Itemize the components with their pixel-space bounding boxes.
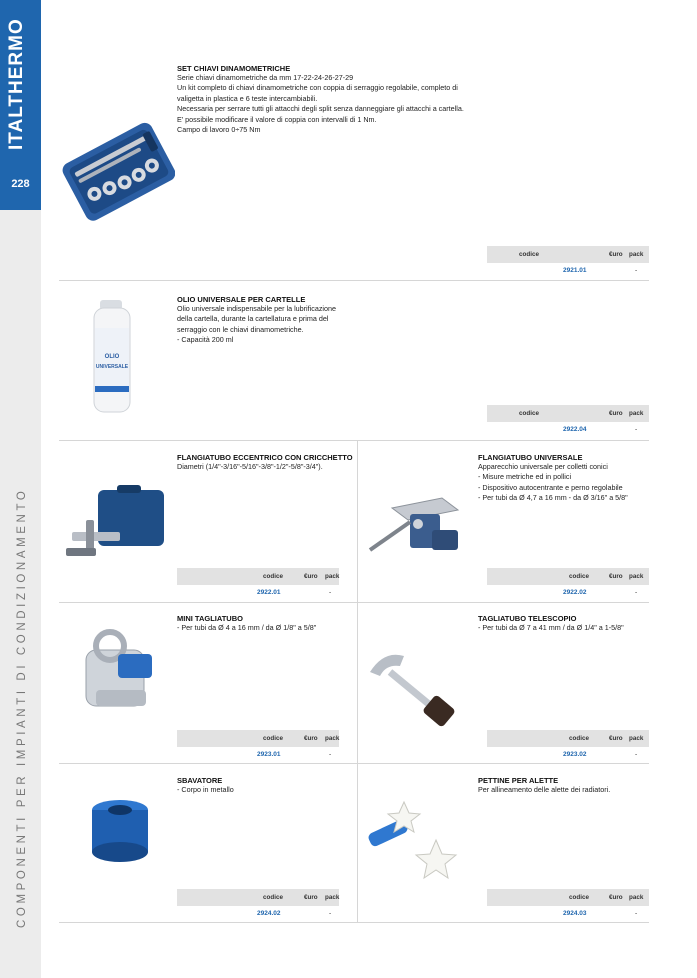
price-table — [177, 730, 339, 760]
desc-line: Apparecchio universale per colletti conici — [478, 462, 608, 471]
page-number: 228 — [11, 178, 30, 190]
desc-line: Necessaria per serrare tutti gli attacchi degli split senza danneggiare gli attacchi a cartella. — [177, 104, 464, 114]
product-description — [177, 623, 316, 633]
desc-line: - Corpo in metallo — [177, 785, 234, 794]
product-title: FLANGIATUBO UNIVERSALE — [478, 453, 583, 462]
desc-line: Campo di lavoro 0÷75 Nm — [177, 125, 261, 135]
header-pack: pack — [325, 573, 340, 580]
header-pack: pack — [629, 410, 644, 417]
header-pack: pack — [629, 573, 644, 580]
desc-line: Olio universale indispensabile per la lubrificazione — [177, 304, 337, 313]
price-table — [177, 889, 339, 919]
desc-line: - Per tubi da Ø 4,7 a 16 mm - da Ø 3/16" a 5/8" — [478, 493, 628, 503]
divider — [59, 602, 649, 603]
product-description — [177, 785, 234, 795]
price-table-header — [177, 568, 339, 585]
product-code: 2921.01 — [563, 267, 587, 274]
header-euro: €uro — [609, 894, 623, 901]
mini-pipe-cutter-image — [76, 624, 158, 724]
desc-line: - Dispositivo autocentrante e perno regolabile — [478, 482, 623, 492]
product-description — [177, 304, 350, 346]
price-table — [177, 568, 339, 598]
header-code: codice — [263, 735, 283, 742]
header-pack: pack — [325, 894, 340, 901]
brand-logo: ITALTHERMO — [6, 18, 27, 150]
desc-line: - Capacità 200 ml — [177, 335, 234, 345]
header-euro: €uro — [304, 573, 318, 580]
divider — [59, 763, 649, 764]
price-table-header — [487, 405, 649, 422]
header-code: codice — [519, 410, 539, 417]
can-label: OLIO — [104, 354, 120, 360]
product-code: 2924.03 — [563, 910, 587, 917]
header-euro: €uro — [304, 894, 318, 901]
price-table — [487, 730, 649, 760]
product-pack: - — [635, 267, 638, 274]
price-table-header — [487, 730, 649, 747]
eccentric-flaring-tool-image — [62, 480, 170, 570]
price-table-header — [487, 568, 649, 585]
product-code: 2922.02 — [563, 589, 587, 596]
desc-line: E' possibile modificare il valore di coppia con intervalli di 1 Nm. — [177, 114, 377, 124]
product-title: TAGLIATUBO TELESCOPIO — [478, 614, 577, 623]
desc-line: della cartella, durante la cartellatura e prima del — [177, 314, 329, 324]
product-code: 2924.02 — [257, 910, 281, 917]
product-pack: - — [635, 751, 638, 758]
product-pack: - — [635, 910, 638, 917]
price-table — [487, 405, 649, 435]
price-table-header — [177, 730, 339, 747]
product-pack: - — [329, 910, 332, 917]
divider — [59, 440, 649, 441]
header-pack: pack — [629, 735, 644, 742]
header-euro: €uro — [609, 410, 623, 417]
header-euro: €uro — [609, 735, 623, 742]
header-code: codice — [569, 735, 589, 742]
header-pack: pack — [325, 735, 340, 742]
divider — [59, 922, 649, 923]
desc-line: serraggio con le chiavi dinamometriche. — [177, 324, 304, 334]
header-euro: €uro — [609, 251, 623, 258]
desc-line: valigetta in plastica e 6 teste intercambiabili. — [177, 93, 318, 103]
product-code: 2922.01 — [257, 589, 281, 596]
product-pack: - — [635, 426, 638, 433]
product-description — [177, 462, 323, 472]
product-description — [478, 462, 628, 504]
product-code: 2923.01 — [257, 751, 281, 758]
header-code: codice — [569, 573, 589, 580]
desc-line: - Per tubi da Ø 7 a 41 mm / da Ø 1/4" a 1-5/8" — [478, 623, 624, 632]
header-pack: pack — [629, 251, 644, 258]
deburrer-image — [84, 796, 156, 866]
torque-wrench-set-image — [60, 100, 175, 238]
header-pack: pack — [629, 894, 644, 901]
product-title: OLIO UNIVERSALE PER CARTELLE — [177, 295, 306, 304]
product-description — [177, 73, 464, 135]
price-table — [487, 889, 649, 919]
product-description — [478, 785, 610, 795]
product-title: FLANGIATUBO ECCENTRICO CON CRICCHETTO — [177, 453, 353, 462]
product-title: PETTINE PER ALETTE — [478, 776, 559, 785]
price-table-header — [177, 889, 339, 906]
desc-line: - Misure metriche ed in pollici — [478, 472, 572, 482]
universal-flaring-tool-image — [362, 478, 470, 563]
desc-line: - Per tubi da Ø 4 a 16 mm / da Ø 1/8" a 5/8" — [177, 623, 317, 632]
product-title: SET CHIAVI DINAMOMETRICHE — [177, 64, 291, 73]
desc-line: Un kit completo di chiavi dinamometriche con coppia di serraggio regolabile, completo di — [177, 83, 458, 93]
can-label: UNIVERSALE — [95, 364, 129, 370]
product-pack: - — [329, 751, 332, 758]
desc-line: Serie chiavi dinamometriche da mm 17-22-24-26-27-29 — [177, 73, 354, 82]
price-table-header — [487, 246, 649, 263]
header-code: codice — [569, 894, 589, 901]
telescopic-pipe-cutter-image — [364, 632, 464, 732]
product-description — [478, 623, 624, 633]
price-table-header — [487, 889, 649, 906]
header-code: codice — [263, 573, 283, 580]
product-title: MINI TAGLIATUBO — [177, 614, 243, 623]
product-code: 2923.02 — [563, 751, 587, 758]
column-divider — [357, 441, 358, 922]
price-table — [487, 568, 649, 598]
price-table — [487, 246, 649, 276]
header-euro: €uro — [304, 735, 318, 742]
section-title: COMPONENTI PER IMPIANTI DI CONDIZIONAMENTO — [16, 487, 28, 928]
divider — [59, 280, 649, 281]
product-title: SBAVATORE — [177, 776, 223, 785]
fin-comb-image — [360, 800, 472, 896]
desc-line: Per allineamento delle alette dei radiatori. — [478, 785, 611, 794]
header-code: codice — [519, 251, 539, 258]
product-pack: - — [635, 589, 638, 596]
oil-spray-can-image — [90, 298, 135, 416]
product-pack: - — [329, 589, 332, 596]
header-euro: €uro — [609, 573, 623, 580]
product-code: 2922.04 — [563, 426, 587, 433]
desc-line: Diametri (1/4"-3/16"-5/16"-3/8"-1/2"-5/8"-3/4"). — [177, 462, 323, 471]
header-code: codice — [263, 894, 283, 901]
